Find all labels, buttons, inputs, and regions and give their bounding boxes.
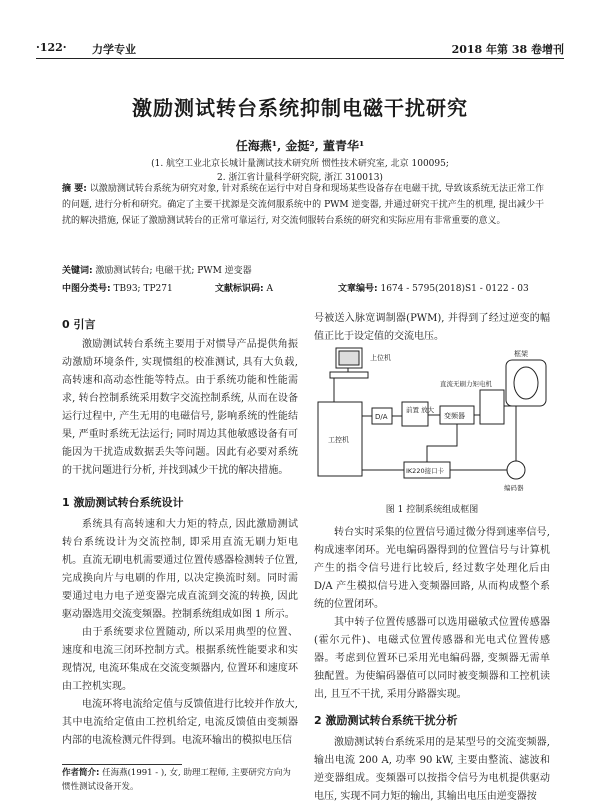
label-splitter: IK220接口卡	[406, 467, 445, 475]
figure-1-diagram	[314, 346, 550, 496]
label-motor: 直流无刷力矩电机	[440, 380, 492, 388]
right-paragraph-b: 其中转子位置传感器可以选用磁敏式位置传感器(霍尔元件)、电磁式位置传感器和光电式位置传感器。考虑到位置环已采用光电编码器, 变频器无需单独配置。为使编码器值可以同时被变频器和工控机读出, 且互不干扰, 采用分路器实现。	[314, 617, 550, 700]
doc-code-label: 文献标识码:	[215, 284, 264, 294]
label-host-pc: 上位机	[370, 354, 391, 362]
section-0-paragraph: 激励测试转台系统主要用于对惯导产品提供角振动激励环境条件, 实现惯组的校准测试, 具有大负载, 高转速和高动态性能等特点。由于系统功能和性能需求, 转台控制系统采用数字交流控制系统, 从而在设备运行过程中, 产生无用的电磁信号, 影响系统的性能结果, 严重时系统无法运行; 同时周边其他敏感设备有可能因为干扰造成数据丢失等问题。因此有必要对系统的干扰问题进行分析, 并找到减少干扰的解决措施。	[62, 339, 298, 476]
journal-issue: 2018 年第 38 卷增刊	[451, 43, 564, 56]
doc-code-value: A	[266, 284, 273, 294]
host-pc-screen	[339, 351, 359, 365]
author-list: 任海燕¹, 金挺², 董青华¹	[235, 139, 365, 153]
affiliation-2: 2. 浙江省计量科学研究院, 浙江 310013)	[217, 173, 383, 183]
article-no-value: 1674 - 5795(2018)S1 - 0122 - 03	[380, 284, 529, 294]
footnote	[62, 766, 298, 794]
article-no-line	[338, 281, 529, 294]
section-2-paragraph: 激励测试转台系统采用的是某型号的交流变频器, 输出电流 200 A, 功率 90 kW, 主要由整流、滤波和逆变器组成。变频器可以按指令信号为电机提供驱动电压, 实现不同力矩的输出, 其输出电压由逆变器按	[314, 737, 550, 802]
clc-label: 中图分类号:	[62, 284, 111, 294]
section-2-title: 2 激励测试转台系统干扰分析	[314, 714, 458, 727]
label-encoder: 编码器	[504, 484, 524, 492]
doc-code-line	[215, 281, 273, 294]
label-ipc: 工控机	[328, 436, 349, 444]
affiliation-1: (1. 航空工业北京长城计量测试技术研究所 惯性技术研究室, 北京 100095;	[151, 159, 449, 169]
header-rule	[36, 58, 564, 59]
footnote-text: 任海燕(1991 - ), 女, 助理工程师, 主要研究方向为惯性测试设备开发。	[62, 768, 291, 792]
clc-value: TB93; TP271	[113, 284, 173, 294]
encoder-circle	[507, 461, 525, 479]
article-no-label: 文章编号:	[338, 284, 378, 294]
section-1-paragraph-1: 系统具有高转速和大力矩的特点, 因此激励测试转台系统设计为交流控制, 即采用直流无刷力矩电机。直流无刷电机需要通过位置传感器检测转子位置, 完成换向片与电刷的作用, 以决定换流时刻。同时需要通过电力电子逆变器完成直流到交流的转换, 因此驱动器选用交流变频器。控制系统组成如图 1 所示。	[62, 519, 298, 620]
abstract-text: 以激励测试转台系统为研究对象, 针对系统在运行中对自身和现场某些设备存在电磁干扰, 导致该系统无法正常工作的问题, 进行分析和研究。确定了主要干扰源是交流伺服系统中的 PWM 逆变器, 并通过研究干扰产生的机理, 提出减少干扰的解决措施, 保证了激励测试转台的正常可靠运行, 对交流伺服转台系统的研究和实际应用有非常重要的意义。	[62, 184, 544, 226]
label-preamp: 前置 放大	[406, 406, 435, 414]
keywords-label: 关键词:	[62, 266, 93, 276]
right-top-paragraph: 号被送入脉宽调制器(PWM), 并得到了经过逆变的幅值正比于设定值的交流电压。	[314, 313, 550, 342]
motor-box	[480, 390, 504, 424]
keywords: 激励测试转台; 电磁干扰; PWM 逆变器	[95, 266, 252, 276]
page-number: ·122·	[36, 41, 67, 54]
label-da: D/A	[375, 413, 388, 421]
figure-1-caption: 图 1 控制系统组成框图	[385, 505, 479, 515]
abstract-label: 摘 要:	[62, 184, 87, 194]
frame-ring	[514, 367, 538, 399]
clc-line	[62, 281, 173, 294]
article-title: 激励测试转台系统抑制电磁干扰研究	[132, 96, 468, 120]
abstract	[62, 181, 544, 229]
footnote-rule	[62, 764, 182, 765]
right-paragraph-a: 转台实时采集的位置信号通过微分得到速率信号, 构成速率闭环。光电编码器得到的位置信号与计算机产生的指令信号进行比较后, 经过数字处理化后由 D/A 产生模拟信号进入变频器回路, 从而构成整个系统的位置闭环。	[314, 527, 550, 610]
journal-section: 力学专业	[92, 43, 136, 56]
splitter-to-inverter-link	[427, 424, 457, 462]
label-inverter: 变频器	[444, 412, 465, 420]
section-1-title: 1 激励测试转台系统设计	[62, 496, 184, 509]
label-frame: 框架	[514, 350, 528, 358]
host-pc-keyboard	[330, 372, 368, 378]
section-1-paragraph-2: 由于系统要求位置随动, 所以采用典型的位置、速度和电流三闭环控制方式。根据系统性能要求和实现情况, 电流环集成在交流变频器内, 位置环和速度环由工控机实现。	[62, 627, 298, 692]
section-1-paragraph-3: 电流环将电流给定值与反馈值进行比较并作放大, 其中电流给定值由工控机给定, 电流反馈值由变频器内部的电流检测元件得到。电流环输出的模拟电压信	[62, 699, 298, 746]
footnote-label: 作者简介:	[62, 768, 100, 778]
keywords-line	[62, 263, 252, 276]
section-0-title: 0 引言	[62, 318, 96, 331]
